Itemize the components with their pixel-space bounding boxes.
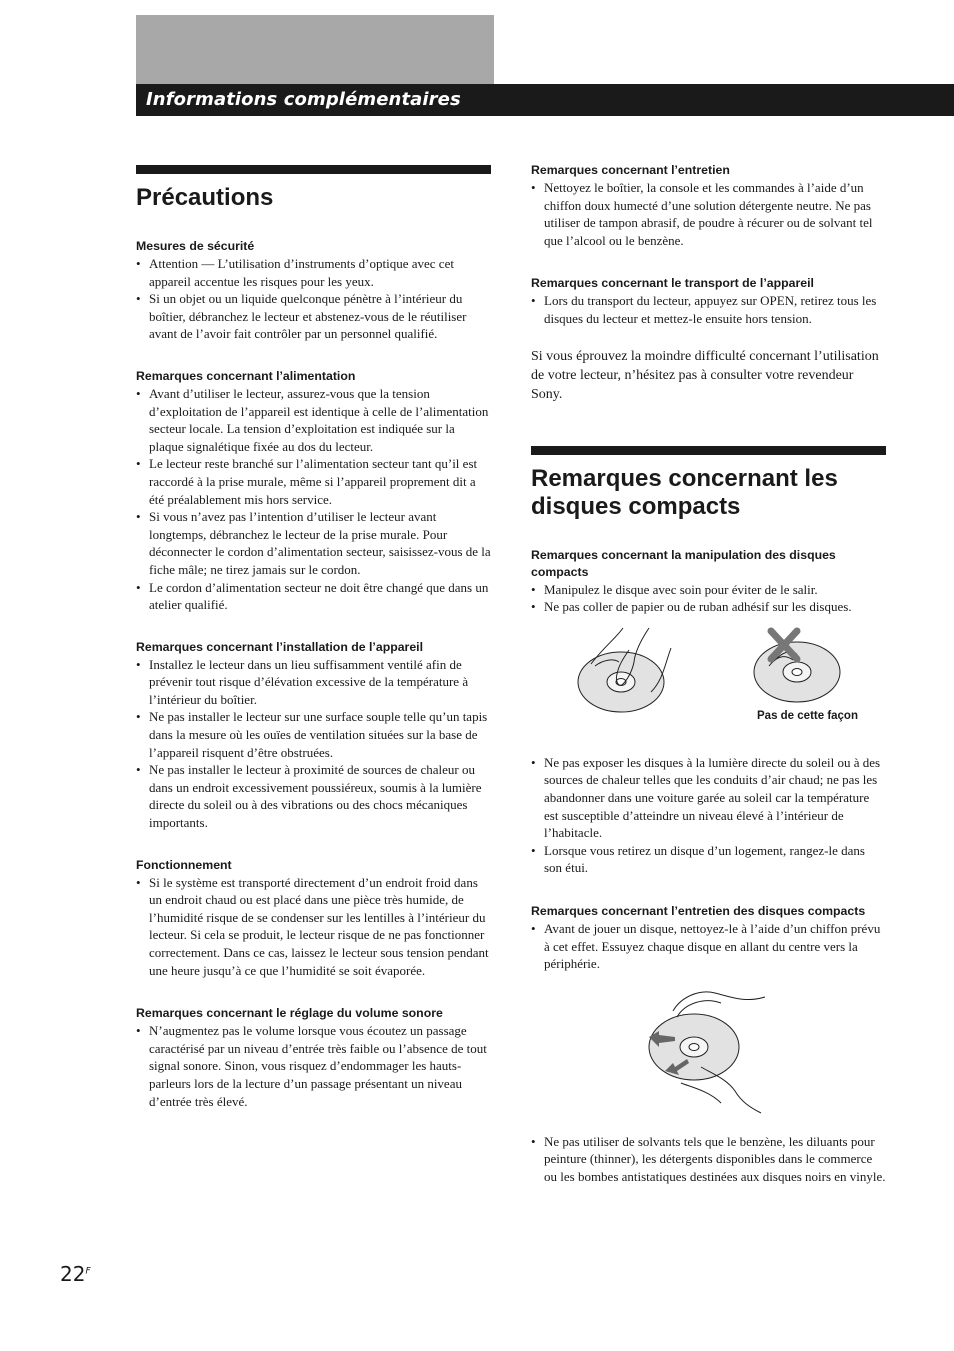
list-item: • Ne pas installer le lecteur à proximité de sources de chaleur ou dans un endroit excessivement poussiéreux, soumis à la lumière directe du soleil ou à des vibrations ou des chocs mécaniques importants. [136, 761, 491, 831]
list-item: • Manipulez le disque avec soin pour éviter de le salir. [531, 581, 886, 599]
bullet-list [531, 754, 886, 877]
section-heading: Remarques concernant l’entretien [531, 163, 730, 177]
list-item: • Attention — L’utilisation d’instruments d’optique avec cet appareil accentue les risques pour les yeux. [136, 255, 491, 290]
bullet-list [136, 1022, 491, 1110]
section-title [531, 465, 886, 521]
list-item: • Nettoyez le boîtier, la console et les commandes à l’aide d’un chiffon doux humecté d’une solution détergente neutre. Ne pas utiliser de tampon abrasif, de poudre à récurer ou de solvant tel que l’alcool ou le benzène. [531, 179, 886, 249]
bullet-list [136, 656, 491, 832]
bullet-list [531, 1133, 886, 1186]
section-heading: Mesures de sécurité [136, 239, 255, 253]
list-item: • Ne pas utiliser de solvants tels que le benzène, les diluants pour peinture (thinner), les détergents disponibles dans le commerce ou les bombes antistatiques destinées aux disques noirs en vinyle. [531, 1133, 886, 1186]
section-heading: Remarques concernant le réglage du volume sonore [136, 1006, 443, 1021]
list-item: • Ne pas exposer les disques à la lumière directe du soleil ou à des sources de chaleur telles que les conduits d’air chaud; ne pas les abandonner dans une voiture garée au soleil car la température est susceptible d’atteindre un niveau élevé à l’intérieur de l’habitacle. [531, 754, 886, 842]
bullet-list [136, 255, 491, 343]
section-header [136, 84, 954, 116]
list-item: • Le cordon d’alimentation secteur ne doit être changé que dans un atelier qualifié. [136, 579, 491, 614]
disc-held-correctly-icon [578, 628, 671, 712]
section-title-line: disques compacts [531, 492, 741, 520]
section-heading: Remarques concernant l’alimentation [136, 368, 356, 383]
section-title-line: Remarques concernant les [531, 464, 838, 492]
section-heading: Remarques concernant l’installation de l’appareil [136, 639, 424, 654]
right-column [531, 162, 886, 1185]
list-item: • Ne pas coller de papier ou de ruban adhésif sur les disques. [531, 598, 886, 616]
body-paragraph: Si vous éprouvez la moindre difficulté concernant l’utilisation de votre lecteur, n’hésitez pas à consulter votre revendeur Sony. [531, 348, 879, 402]
bullet-list [136, 385, 491, 614]
list-item: • Lors du transport du lecteur, appuyez sur OPEN, retirez tous les disques du lecteur et mettez-le ensuite hors tension. [531, 292, 886, 327]
section-heading: Remarques concernant la manipulation des disques compacts [531, 547, 836, 579]
bullet-list [531, 581, 886, 616]
section-heading: Remarques concernant le transport de l’appareil [531, 276, 814, 291]
list-item: • Avant d’utiliser le lecteur, assurez-vous que la tension d’exploitation de l’appareil est identique à celle de l’alimentation secteur locale. La tension d’exploitation est indiquée sur la plaque signalétique fixée au dos du lecteur. [136, 385, 491, 455]
bullet-list [531, 292, 886, 327]
bullet-list [136, 874, 491, 980]
page-number [60, 1262, 91, 1286]
list-item: • Lorsque vous retirez un disque d’un logement, rangez-le dans son étui. [531, 842, 886, 877]
list-item: • Si le système est transporté directement d’un endroit froid dans un endroit chaud ou est placé dans une pièce très humide, de l’humidité risque de se condenser sur les lentilles à l’intérieur du lecteur. Si cela se produit, le lecteur risque de ne pas fonctionner correctement. Dans ce cas, laissez le lecteur sous tension pendant une heure jusqu’à ce que l’humidité se soit évaporée. [136, 874, 491, 980]
header-gray-block [136, 15, 494, 85]
disc-held-wrong-icon [754, 642, 840, 702]
bullet-list [531, 920, 886, 973]
figure-caption: Pas de cette façon [757, 709, 858, 722]
page-number-value: 22 [60, 1262, 86, 1286]
disc-handling-figure [531, 626, 886, 754]
title-rule [136, 165, 491, 174]
list-item: • Si vous n’avez pas l’intention d’utiliser le lecteur avant longtemps, débranchez le lecteur de la prise murale. Pour déconnecter le cordon d’alimentation secteur, saisissez-vous de la fiche mâle; ne tirez jamais sur le cordon. [136, 508, 491, 578]
list-item: • Le lecteur reste branché sur l’alimentation secteur tant qu’il est raccordé à la prise murale, même si l’appareil proprement dit a été préalablement mis hors service. [136, 455, 491, 508]
section-heading: Remarques concernant l’entretien des disques compacts [531, 903, 866, 918]
page-number-suffix: F [85, 1266, 91, 1277]
disc-cleaning-figure [531, 983, 886, 1133]
list-item: • N’augmentez pas le volume lorsque vous écoutez un passage caractérisé par un niveau d’entrée très faible ou l’absence de tout signal sonore. Sinon, vous risquez d’endommager les hauts-parleurs lors de la lecture d’un passage présentant un niveau d’entrée très élevé. [136, 1022, 491, 1110]
disc-cleaning-illustration [531, 983, 886, 1123]
list-item: • Ne pas installer le lecteur sur une surface souple telle qu’un tapis dans la mesure où les ouïes de ventilation situées sur la base de l’appareil risquent d’être obstruées. [136, 708, 491, 761]
list-item: • Si un objet ou un liquide quelconque pénètre à l’intérieur du boîtier, débranchez le lecteur et abstenez-vous de le réutiliser avant de l’avoir fait contrôler par un personnel qualifié. [136, 290, 491, 343]
section-header-title: Informations complémentaires [146, 89, 461, 110]
list-item: • Avant de jouer un disque, nettoyez-le à l’aide d’un chiffon prévu à cet effet. Essuyez chaque disque en allant du centre vers la périphérie. [531, 920, 886, 973]
page-title: Précautions [136, 184, 274, 211]
left-column [136, 165, 491, 1110]
disc-cleaning-icon [649, 992, 765, 1113]
bullet-list [531, 179, 886, 249]
list-item: • Installez le lecteur dans un lieu suffisamment ventilé afin de prévenir tout risque d’élévation excessive de la température à l’intérieur du boîtier. [136, 656, 491, 709]
section-heading: Fonctionnement [136, 857, 232, 872]
title-rule [531, 446, 886, 455]
